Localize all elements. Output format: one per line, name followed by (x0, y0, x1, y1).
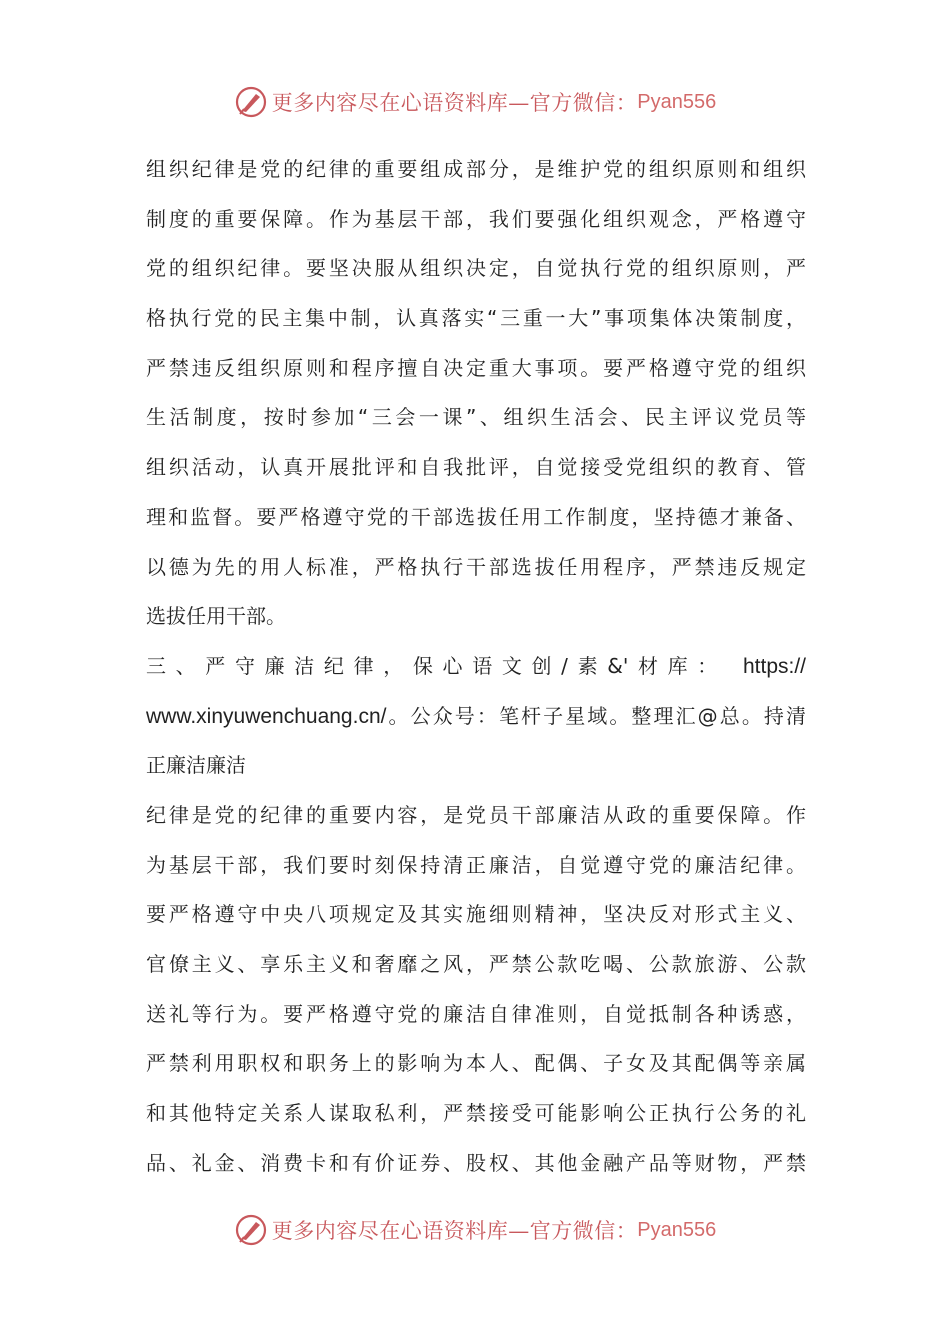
text-line: 组织纪律是党的纪律的重要组成部分，是维护党的组织原则和组织 (146, 157, 806, 181)
section-heading: 三、严守廉洁纪律，保心语文创/素&'材库： (146, 653, 727, 678)
text-line: 品、礼金、消费卡和有价证券、股权、其他金融产品等财物，严禁 (146, 1150, 806, 1175)
quill-logo-icon (234, 85, 268, 119)
text-line: 党的组织纪律。要坚决服从组织决定，自觉执行党的组织原则，严 (146, 256, 806, 281)
section-heading-end: 正廉洁廉洁 (146, 753, 246, 778)
text-line: 纪律是党的纪律的重要内容，是党员干部廉洁从政的重要保障。作 (146, 802, 806, 827)
banner-text: 更多内容尽在心语资料库—官方微信： (271, 91, 638, 115)
heading-suffix: 。公众号：笔杆子星域。整理汇@总。持清 (386, 703, 806, 728)
text-line: 严禁利用职权和职务上的影响为本人、配偶、子女及其配偶等亲属 (146, 1051, 806, 1076)
document-body (146, 145, 806, 1188)
footer-banner (0, 1208, 950, 1252)
text-line: 生活制度，按时参加“三会一课”、组织生活会、民主评议党员等 (146, 405, 806, 430)
text-line: 组织活动，认真开展批评和自我批评，自觉接受党组织的教育、管 (146, 455, 806, 480)
quill-logo-icon (234, 1213, 268, 1247)
banner-wechat-id: Pyan556 (637, 90, 717, 113)
text-line: 格执行党的民主集中制，认真落实“三重一大”事项集体决策制度， (146, 306, 806, 331)
header-banner (0, 80, 950, 124)
text-line: 选拔任用干部。 (146, 604, 286, 629)
text-line: 以德为先的用人标准，严格执行干部选拔任用程序，严禁违反规定 (146, 554, 806, 579)
text-line: 制度的重要保障。作为基层干部，我们要强化组织观念，严格遵守 (146, 206, 806, 231)
text-line: 为基层干部，我们要时刻保持清正廉洁，自觉遵守党的廉洁纪律。 (146, 852, 806, 877)
site-url-part1: https:// (742, 654, 806, 678)
text-line: 和其他特定关系人谋取私利，严禁接受可能影响公正执行公务的礼 (146, 1101, 806, 1126)
text-line: 严禁违反组织原则和程序擅自决定重大事项。要严格遵守党的组织 (146, 355, 806, 380)
banner-text: 更多内容尽在心语资料库—官方微信： (271, 1219, 638, 1243)
text-line: 送礼等行为。要严格遵守党的廉洁自律准则，自觉抵制各种诱惑， (146, 1001, 806, 1026)
section-heading-line (146, 692, 806, 742)
text-line: 官僚主义、享乐主义和奢靡之风，严禁公款吃喝、公款旅游、公款 (146, 952, 806, 976)
banner-wechat-id: Pyan556 (637, 1218, 717, 1241)
text-line: 理和监督。要严格遵守党的干部选拔任用工作制度，坚持德才兼备、 (146, 504, 806, 529)
text-line: 要严格遵守中央八项规定及其实施细则精神，坚决反对形式主义、 (146, 902, 806, 927)
site-url-part2: www.xinyuwenchuang.cn/ (146, 704, 387, 728)
section-heading-line (146, 642, 806, 692)
